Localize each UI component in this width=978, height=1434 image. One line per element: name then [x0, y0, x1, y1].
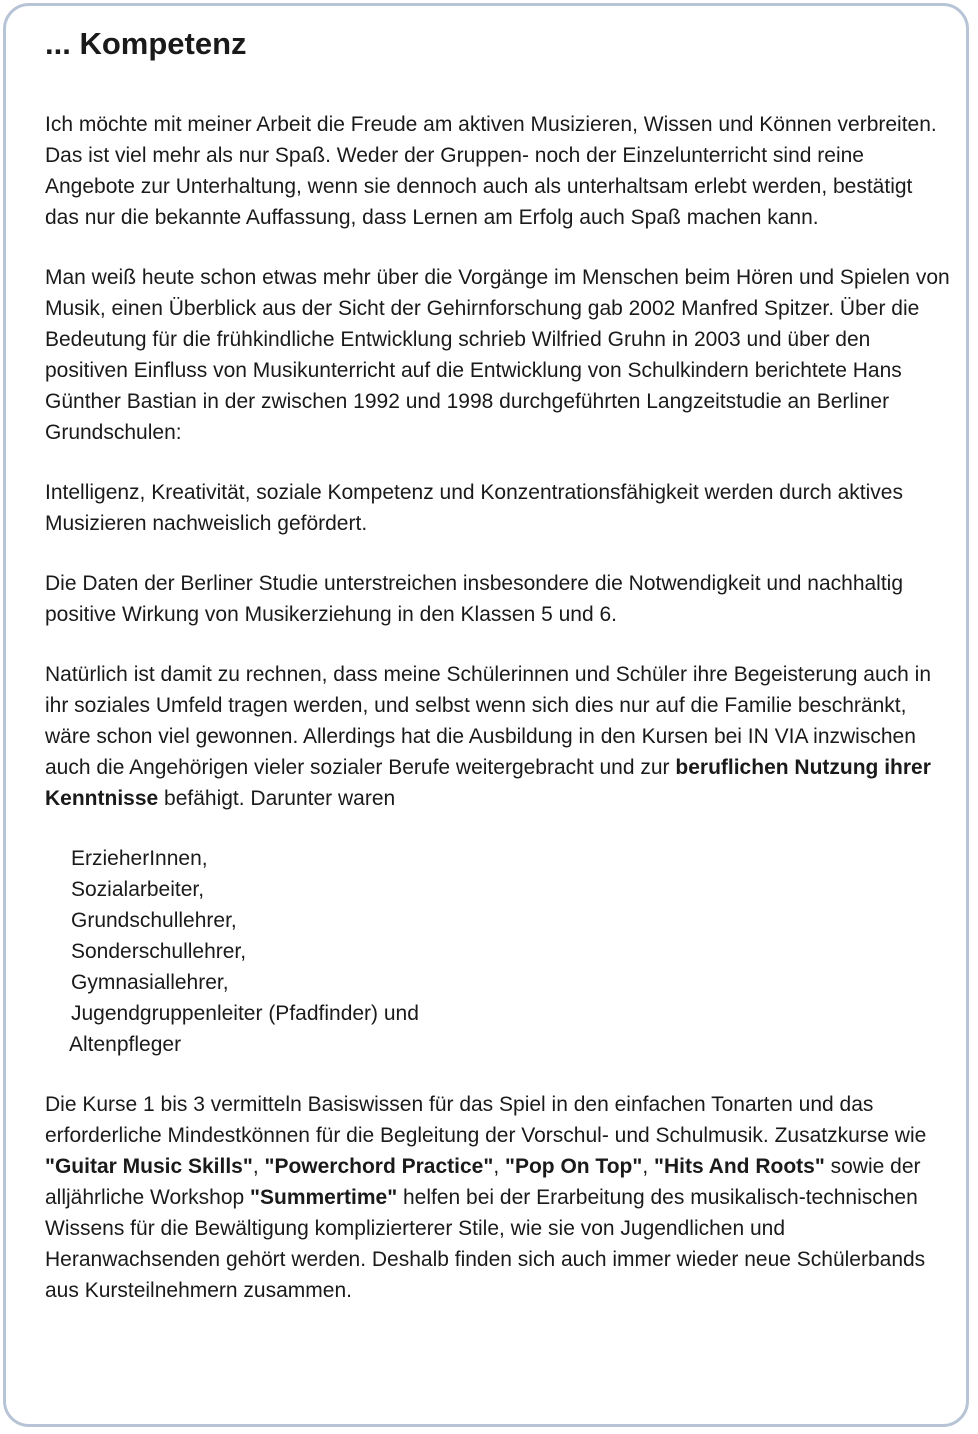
paragraph-benefits: Intelligenz, Kreativität, soziale Kompetenz und Konzentrationsfähigkeit werden durch aktives Musizieren nachweislich gefördert. [45, 481, 903, 535]
text-segment: , [252, 1155, 265, 1178]
paragraph-research: Man weiß heute schon etwas mehr über die Vorgänge im Menschen beim Hören und Spielen von Musik, einen Überblick aus der Sicht der Gehirnforschung gab 2002 Manfred Spitzer. Über die Bedeutung für die frühkindliche Entwicklung schrieb Wilfried Gruhn in 2003 und über den positiven Einfluss von Musikunterricht auf die Entwicklung von Schulkindern berichtete Hans Günther Bastian in der zwischen 1992 und 1998 durchgeführten Langzeitstudie an Berliner Grundschulen: [45, 266, 950, 444]
list-item: Grundschullehrer, [71, 909, 237, 932]
list-item: Sonderschullehrer, [71, 940, 247, 963]
paragraph-courses [45, 1089, 950, 1306]
course-name-hits-and-roots: "Hits And Roots" [654, 1155, 825, 1178]
page-title: ... Kompetenz [45, 26, 247, 61]
text-segment: sowie der alljährliche Workshop [45, 1155, 921, 1209]
course-name-guitar-music-skills: "Guitar Music Skills" [45, 1155, 253, 1178]
paragraph-berlin-study: Die Daten der Berliner Studie unterstreichen insbesondere die Notwendigkeit und nachhaltig positive Wirkung von Musikerziehung in den Klassen 5 und 6. [45, 572, 904, 626]
workshop-name-summertime: "Summertime" [250, 1186, 398, 1209]
text-segment: Natürlich ist damit zu rechnen, dass meine Schülerinnen und Schüler ihre Begeisterung auch in ihr soziales Umfeld tragen werden, und selbst wenn sich dies nur auf die Familie beschränkt, wäre schon viel gewonnen. Allerdings hat die Ausbildung in den Kursen bei IN VIA inzwischen auch die Angehörigen vieler sozialer Berufe weitergebracht und zur [45, 663, 931, 779]
article-content [45, 24, 950, 1306]
list-item: Gymnasiallehrer, [71, 971, 229, 994]
list-item: Altenpfleger [69, 1033, 182, 1056]
text-segment: , [642, 1155, 654, 1178]
paragraph-social-impact [45, 659, 950, 814]
list-item: ErzieherInnen, [71, 847, 208, 870]
text-segment: , [493, 1155, 505, 1178]
content-card [3, 3, 969, 1427]
text-segment: Die Kurse 1 bis 3 vermitteln Basiswissen für das Spiel in den einfachen Tonarten und das erforderliche Mindestkönnen für die Begleitung der Vorschul- und Schulmusik. Zusatzkurse wie [45, 1093, 927, 1147]
text-segment: helfen bei der Erarbeitung des musikalisch-technischen Wissens für die Bewältigung komplizierterer Stile, wie sie von Jugendlichen und Heranwachsenden gehört werden. Deshalb finden sich auch immer wieder neue Schülerbands aus Kursteilnehmern zusammen. [45, 1186, 926, 1302]
course-name-pop-on-top: "Pop On Top" [504, 1155, 643, 1178]
course-name-powerchord-practice: "Powerchord Practice" [264, 1155, 494, 1178]
text-segment: befähigt. Darunter waren [158, 787, 396, 810]
list-item: Jugendgruppenleiter (Pfadfinder) und [71, 1002, 419, 1025]
list-item: Sozialarbeiter, [71, 878, 205, 901]
bold-text: beruflichen Nutzung ihrer Kenntnisse [45, 756, 931, 810]
professions-list [45, 843, 950, 1060]
paragraph-intro: Ich möchte mit meiner Arbeit die Freude am aktiven Musizieren, Wissen und Können verbreiten. Das ist viel mehr als nur Spaß. Weder der Gruppen- noch der Einzelunterricht sind reine Angebote zur Unterhaltung, wenn sie dennoch auch als unterhaltsam erlebt werden, bestätigt das nur die bekannte Auffassung, dass Lernen am Erfolg auch Spaß machen kann. [45, 113, 937, 229]
